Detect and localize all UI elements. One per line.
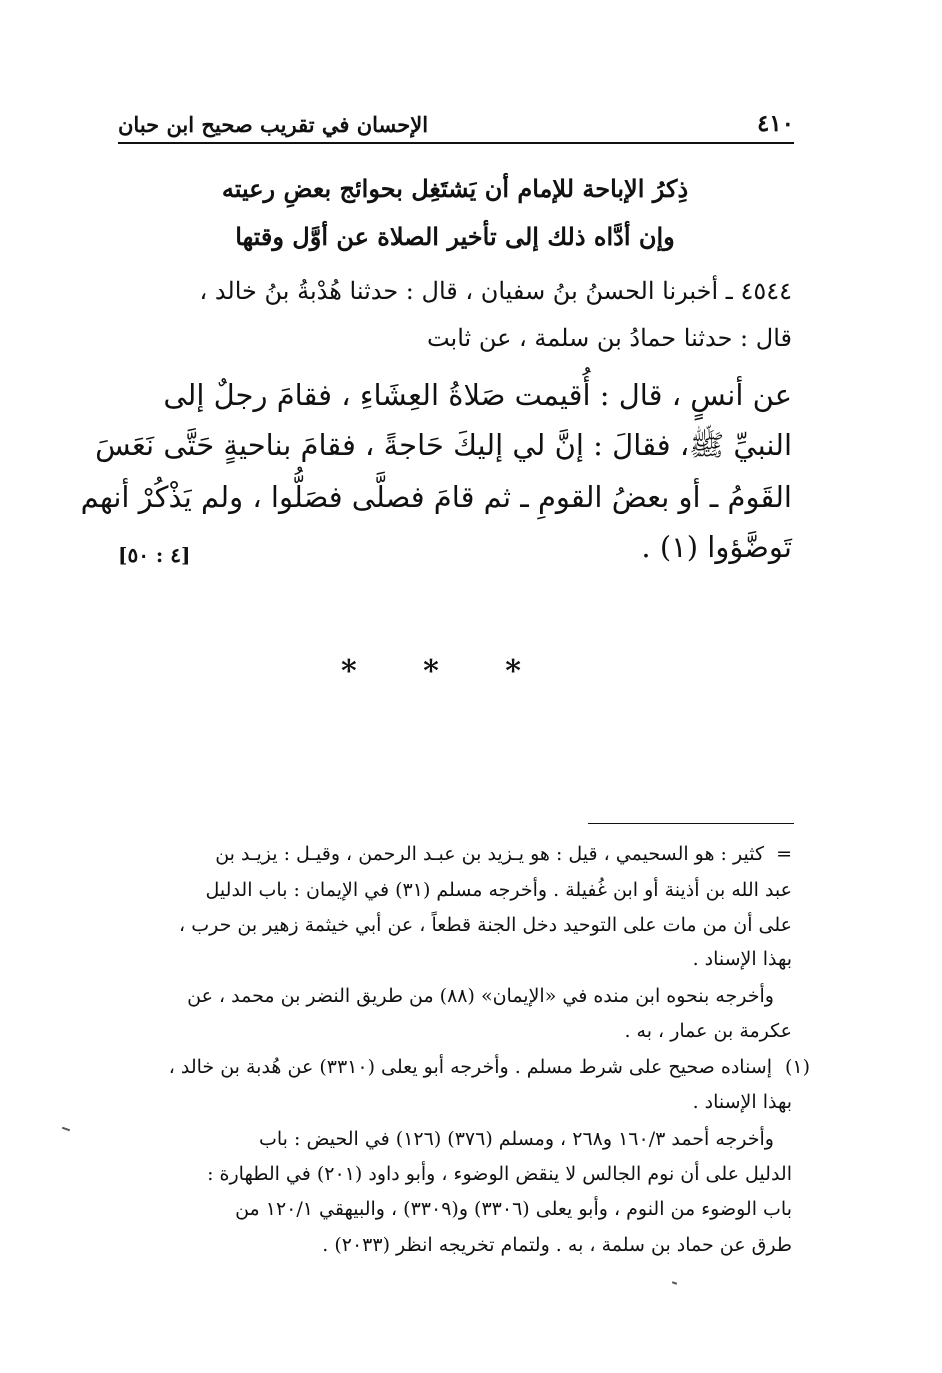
running-title: الإحسان في تقريب صحيح ابن حبان bbox=[118, 112, 429, 137]
chapter-title-line-1: ذِكرُ الإباحة للإمام أن يَشتَغِل بحوائج بعضِ رعيته bbox=[221, 174, 689, 203]
footnote-cont-line-3: على أن من مات على التوحيد دخل الجنة قطعاً ، عن أبي خيثمة زهير بن حرب ، bbox=[179, 914, 792, 936]
footnote-cont-line-4: بهذا الإسناد . bbox=[692, 948, 792, 970]
footnote-1-line-2: بهذا الإسناد . bbox=[692, 1091, 792, 1113]
hadith-isnad-line-1: ٤٥٤٤ ـ أخبرنا الحسنُ بنُ سفيان ، قال : حدثنا هُدْبةُ بنُ خالد ، bbox=[199, 277, 792, 305]
scan-speck bbox=[672, 1281, 677, 1285]
hadith-matn-line-3: القَومُ ـ أو بعضُ القومِ ـ ثم قامَ فصلَّى فصَلُّوا ، ولم يَذْكُرْ أنهم bbox=[80, 480, 792, 514]
footnote-1b-line-2: الدليل على أن نوم الجالس لا ينقض الوضوء ، وأبو داود (٢٠١) في الطهارة : bbox=[207, 1163, 792, 1185]
footnote-rule bbox=[588, 823, 794, 824]
footnote-cont2-line-1: وأخرجه بنحوه ابن منده في «الإيمان» (٨٨) من طريق النضر بن محمد ، عن bbox=[187, 985, 774, 1007]
footnote-1b-line-4: طرق عن حماد بن سلمة ، به . ولتمام تخريجه انظر (٢٠٣٣) . bbox=[322, 1234, 792, 1256]
footnote-1b-line-1: وأخرجه أحمد ١٦٠/٣ و٢٦٨ ، ومسلم (٣٧٦) (١٢٦) في الحيض : باب bbox=[259, 1128, 774, 1150]
hadith-matn-line-4: تَوضَّؤوا (١) . bbox=[641, 530, 792, 564]
page-number: ٤١٠ bbox=[756, 110, 794, 137]
footnote-cont-line-1: كثير : هو السحيمي ، قيل : هو يـزيد بن عبـد الرحمن ، وقيـل : يزيـد بن bbox=[215, 843, 764, 865]
chapter-title-line-2: وإن أدَّاه ذلك إلى تأخير الصلاة عن أوَّل وقتها bbox=[235, 222, 675, 251]
hadith-isnad-line-2: قال : حدثنا حمادُ بن سلمة ، عن ثابت bbox=[426, 324, 792, 352]
hadith-matn-line-1: عن أنسٍ ، قال : أُقيمت صَلاةُ العِشَاءِ ، فقامَ رجلٌ إلى bbox=[163, 378, 792, 412]
running-header bbox=[118, 108, 794, 144]
footnote-cont-line-2: عبد الله بن أذينة أو ابن غُفيلة . وأخرجه مسلم (٣١) في الإيمان : باب الدليل bbox=[205, 879, 792, 901]
footnote-cont2-line-2: عكرمة بن عمار ، به . bbox=[624, 1020, 792, 1042]
hadith-reference: [٤ : ٥٠] bbox=[118, 543, 191, 567]
footnote-1b-line-3: باب الوضوء من النوم ، وأبو يعلى (٣٣٠٦) و(٣٣٠٩) ، والبيهقي ١٢٠/١ من bbox=[235, 1198, 792, 1220]
footnote-1-line-1: إسناده صحيح على شرط مسلم . وأخرجه أبو يعلى (٣٣١٠) عن هُدبة بن خالد ، bbox=[168, 1056, 772, 1078]
hadith-matn-line-2: النبيِّ ﷺ، فقالَ : إنَّ لي إليكَ حَاجةً ، فقامَ بناحيةٍ حَتَّى نَعَسَ bbox=[95, 428, 792, 462]
footnote-1-marker: (١) bbox=[784, 1056, 810, 1078]
footnote-continuation-marker: = bbox=[776, 843, 792, 865]
scan-speck bbox=[62, 1127, 70, 1132]
section-separator: * * * bbox=[341, 654, 549, 689]
